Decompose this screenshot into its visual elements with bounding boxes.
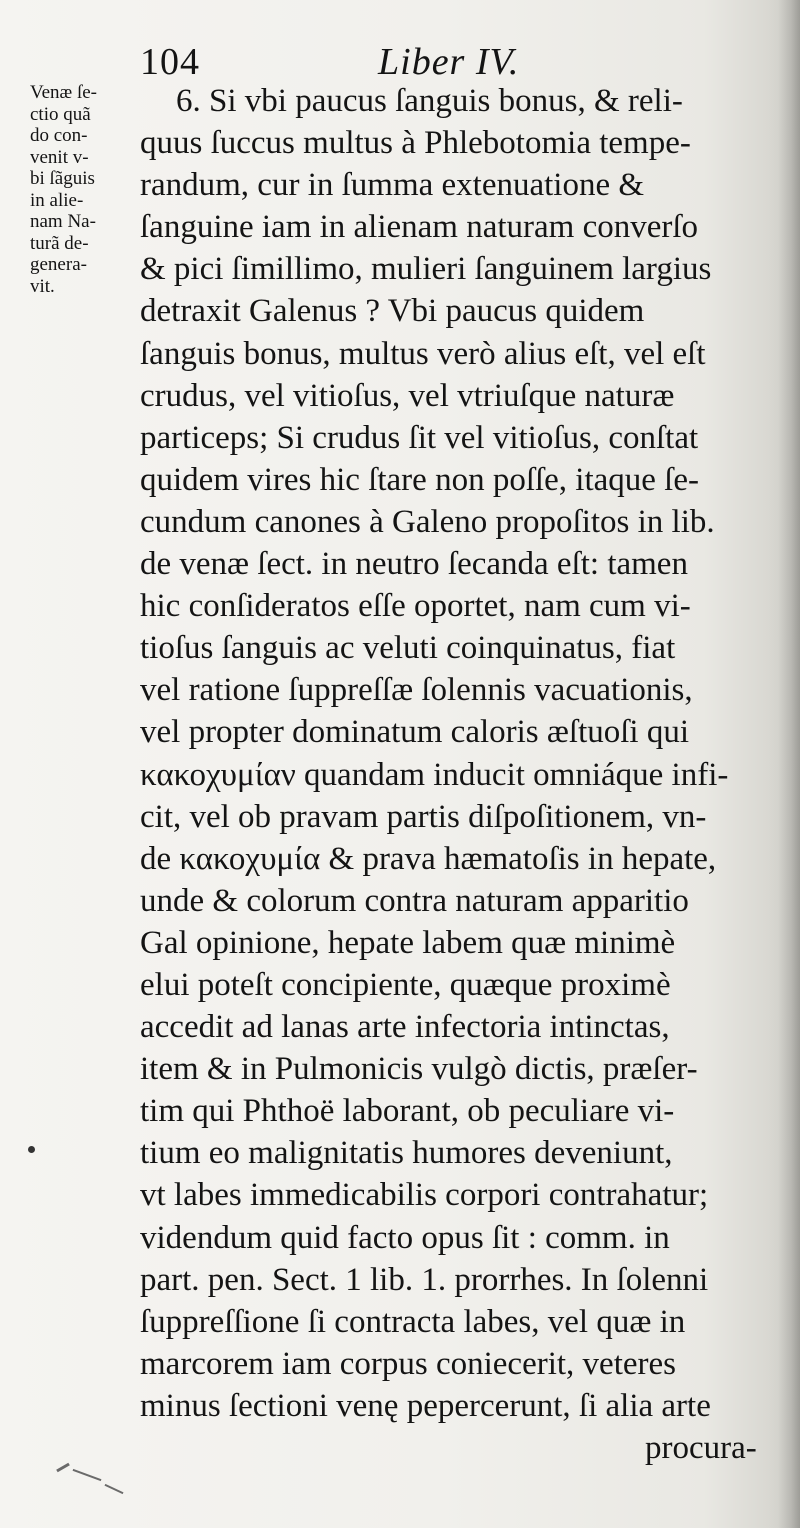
body-line: quus ſuccus multus à Phlebotomia tempe- (140, 125, 691, 162)
body-line: elui poteſt concipiente, quæque proximè (140, 966, 671, 1003)
body-line: tioſus ſanguis ac veluti coinquinatus, fiat (140, 630, 676, 667)
marginal-note-line: do con- (30, 125, 88, 146)
body-line: ſanguis bonus, multus verò alius eſt, vel eſt (140, 335, 706, 372)
body-line: ſuppreſſione ſi contracta labes, vel quæ in (140, 1303, 686, 1340)
body-line: ſanguine iam in alienam naturam converſo (140, 209, 699, 246)
body-line: cundum canones à Galeno propoſitos in lib. (140, 503, 715, 540)
body-line: hic conſideratos eſſe oportet, nam cum vi- (140, 588, 691, 625)
body-line: unde & colorum contra naturam apparitio (140, 882, 689, 919)
marginal-note-line: Venæ ſe- (30, 82, 98, 103)
body-line: quidem vires hic ſtare non poſſe, itaque ſe- (140, 461, 699, 498)
catchword: procura- (645, 1430, 757, 1466)
body-line: κακοχυμίαν quandam inducit omniáque infi- (140, 756, 729, 793)
body-text (140, 80, 770, 1469)
paper-speck (105, 1484, 124, 1494)
body-line: vel ratione ſuppreſſæ ſolennis vacuationis, (140, 672, 693, 709)
body-line: vt labes immedicabilis corpori contrahatur; (140, 1177, 709, 1214)
body-line: 6. Si vbi paucus ſanguis bonus, & reli- (176, 83, 683, 119)
body-line: item & in Pulmonicis vulgò dictis, præſer- (140, 1051, 698, 1088)
body-line: detraxit Galenus ? Vbi paucus quidem (140, 293, 645, 330)
body-line: Gal opinione, hepate labem quæ minimè (140, 924, 676, 961)
body-line: part. pen. Sect. 1 lib. 1. prorrhes. In ſolenni (140, 1261, 709, 1298)
paper-speck (56, 1463, 70, 1473)
body-line: tim qui Phthoë laborant, ob peculiare vi- (140, 1093, 675, 1130)
running-title: Liber IV. (378, 41, 520, 83)
body-line: de venæ ſect. in neutro ſecanda eſt: tamen (140, 546, 688, 583)
paper-speck (73, 1469, 102, 1481)
body-line: videndum quid facto opus ſit : comm. in (140, 1219, 670, 1256)
body-line: vel propter dominatum caloris æſtuoſi qui (140, 714, 689, 751)
marginal-note-line: bi ſãguis (30, 168, 95, 189)
body-line: marcorem iam corpus coniecerit, veteres (140, 1345, 676, 1382)
ink-dot (28, 1146, 35, 1153)
body-line: randum, cur in ſumma extenuatione & (140, 167, 645, 204)
marginal-note-line: nam Na- (30, 211, 96, 232)
marginal-note-line: in alie- (30, 189, 84, 211)
body-line: tium eo malignitatis humores deveniunt, (140, 1135, 673, 1172)
marginal-note-line: genera- (30, 254, 87, 275)
body-line: crudus, vel vitioſus, vel vtriuſque naturæ (140, 377, 675, 414)
body-line: cit, vel ob pravam partis diſpoſitionem, vn- (140, 798, 707, 835)
body-line: minus ſectioni venę pepercerunt, ſi alia arte (140, 1387, 711, 1424)
page-edge-shadow (778, 0, 800, 1528)
marginal-note-line: venit v- (30, 146, 89, 168)
marginal-note-line: ctio quã (30, 103, 91, 125)
marginal-note-line: turã de- (30, 232, 89, 254)
body-line: particeps; Si crudus ſit vel vitioſus, conſtat (140, 419, 699, 456)
page-number: 104 (140, 41, 200, 83)
marginal-note-line: vit. (30, 275, 55, 297)
marginal-note (30, 82, 142, 297)
body-line: de κακοχυμία & prava hæmatoſis in hepate, (140, 840, 717, 877)
body-line: & pici ſimillimo, mulieri ſanguinem largius (140, 251, 712, 288)
body-line: accedit ad lanas arte infectoria intinctas, (140, 1009, 670, 1046)
